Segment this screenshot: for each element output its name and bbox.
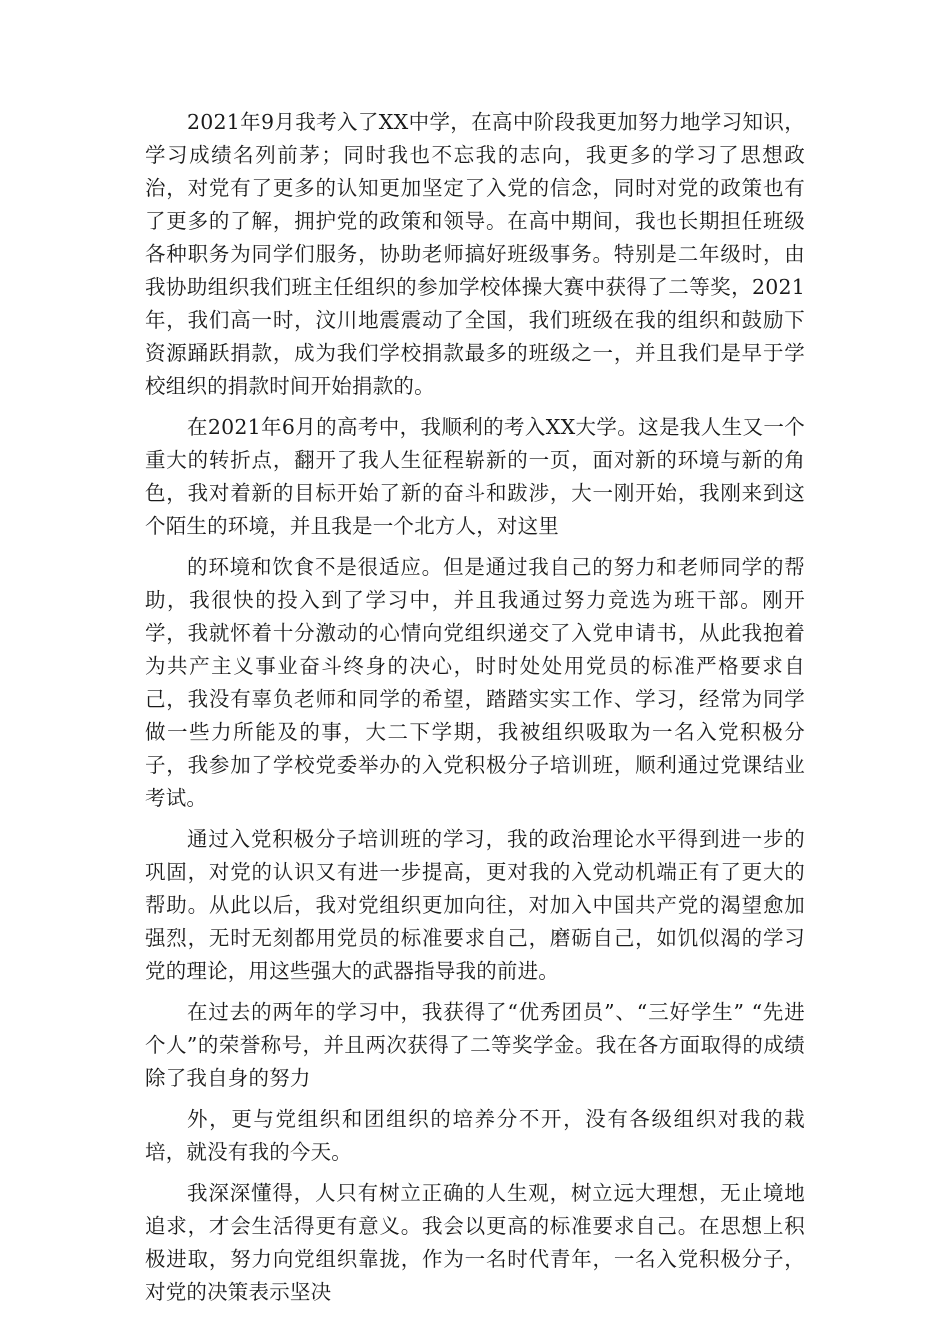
paragraph-university-entry: 在2021年6月的高考中，我顺利的考入XX大学。这是我人生又一个重大的转折点，翻开了我人生征程崭新的一页，面对新的环境与新的角色，我对着新的目标开始了新的奋斗和跋涉，大一刚开始，我刚来到这个陌生的环境，并且我是一个北方人，对这里 [145,415,805,538]
paragraph-gratitude: 外，更与党组织和团组织的培养分不开，没有各级组织对我的栽培，就没有我的今天。 [145,1107,805,1164]
paragraph-university-life: 的环境和饮食不是很适应。但是通过我自己的努力和老师同学的帮助，我很快的投入到了学习中，并且我通过努力竞选为班干部。刚开学，我就怀着十分激动的心情向党组织递交了入党申请书，从此我抱着为共产主义事业奋斗终身的决心，时时处处用党员的标准严格要求自己，我没有辜负老师和同学的希望，踏踏实实工作、学习，经常为同学做一些力所能及的事，大二下学期，我被组织吸取为一名入党积极分子，我参加了学校党委举办的入党积极分子培训班，顺利通过党课结业考试。 [145,555,805,810]
paragraph-high-school: 2021年9月我考入了XX中学，在高中阶段我更加努力地学习知识，学习成绩名列前茅；同时我也不忘我的志向，我更多的学习了思想政治，对党有了更多的认知更加坚定了入党的信念，同时对党的政策也有了更多的了解，拥护党的政策和领导。在高中期间，我也长期担任班级各种职务为同学们服务，协助老师搞好班级事务。特别是二年级时，由我协助组织我们班主任组织的参加学校体操大赛中获得了二等奖，2021年，我们高一时，汶川地震震动了全国，我们班级在我的组织和鼓励下资源踊跃捐款，成为我们学校捐款最多的班级之一，并且我们是早于学校组织的捐款时间开始捐款的。 [145,110,805,398]
paragraph-honors: 在过去的两年的学习中，我获得了“优秀团员”、“三好学生” “先进个人”的荣誉称号，并且两次获得了二等奖学金。我在各方面取得的成绩除了我自身的努力 [145,1000,805,1090]
paragraph-resolution: 我深深懂得，人只有树立正确的人生观，树立远大理想，无止境地追求，才会生活得更有意义。我会以更高的标准要求自己。在思想上积极进取，努力向党组织靠拢，作为一名时代青年，一名入党积极分子，对党的决策表示坚决 [145,1181,805,1304]
document-body [145,106,805,1317]
paragraph-training-class: 通过入党积极分子培训班的学习，我的政治理论水平得到进一步的巩固，对党的认识又有进一步提高，更对我的入党动机端正有了更大的帮助。从此以后，我对党组织更加向往，对加入中国共产党的渴望愈加强烈，无时无刻都用党员的标准要求自己，磨砺自己，如饥似渴的学习党的理论，用这些强大的武器指导我的前进。 [145,827,805,983]
